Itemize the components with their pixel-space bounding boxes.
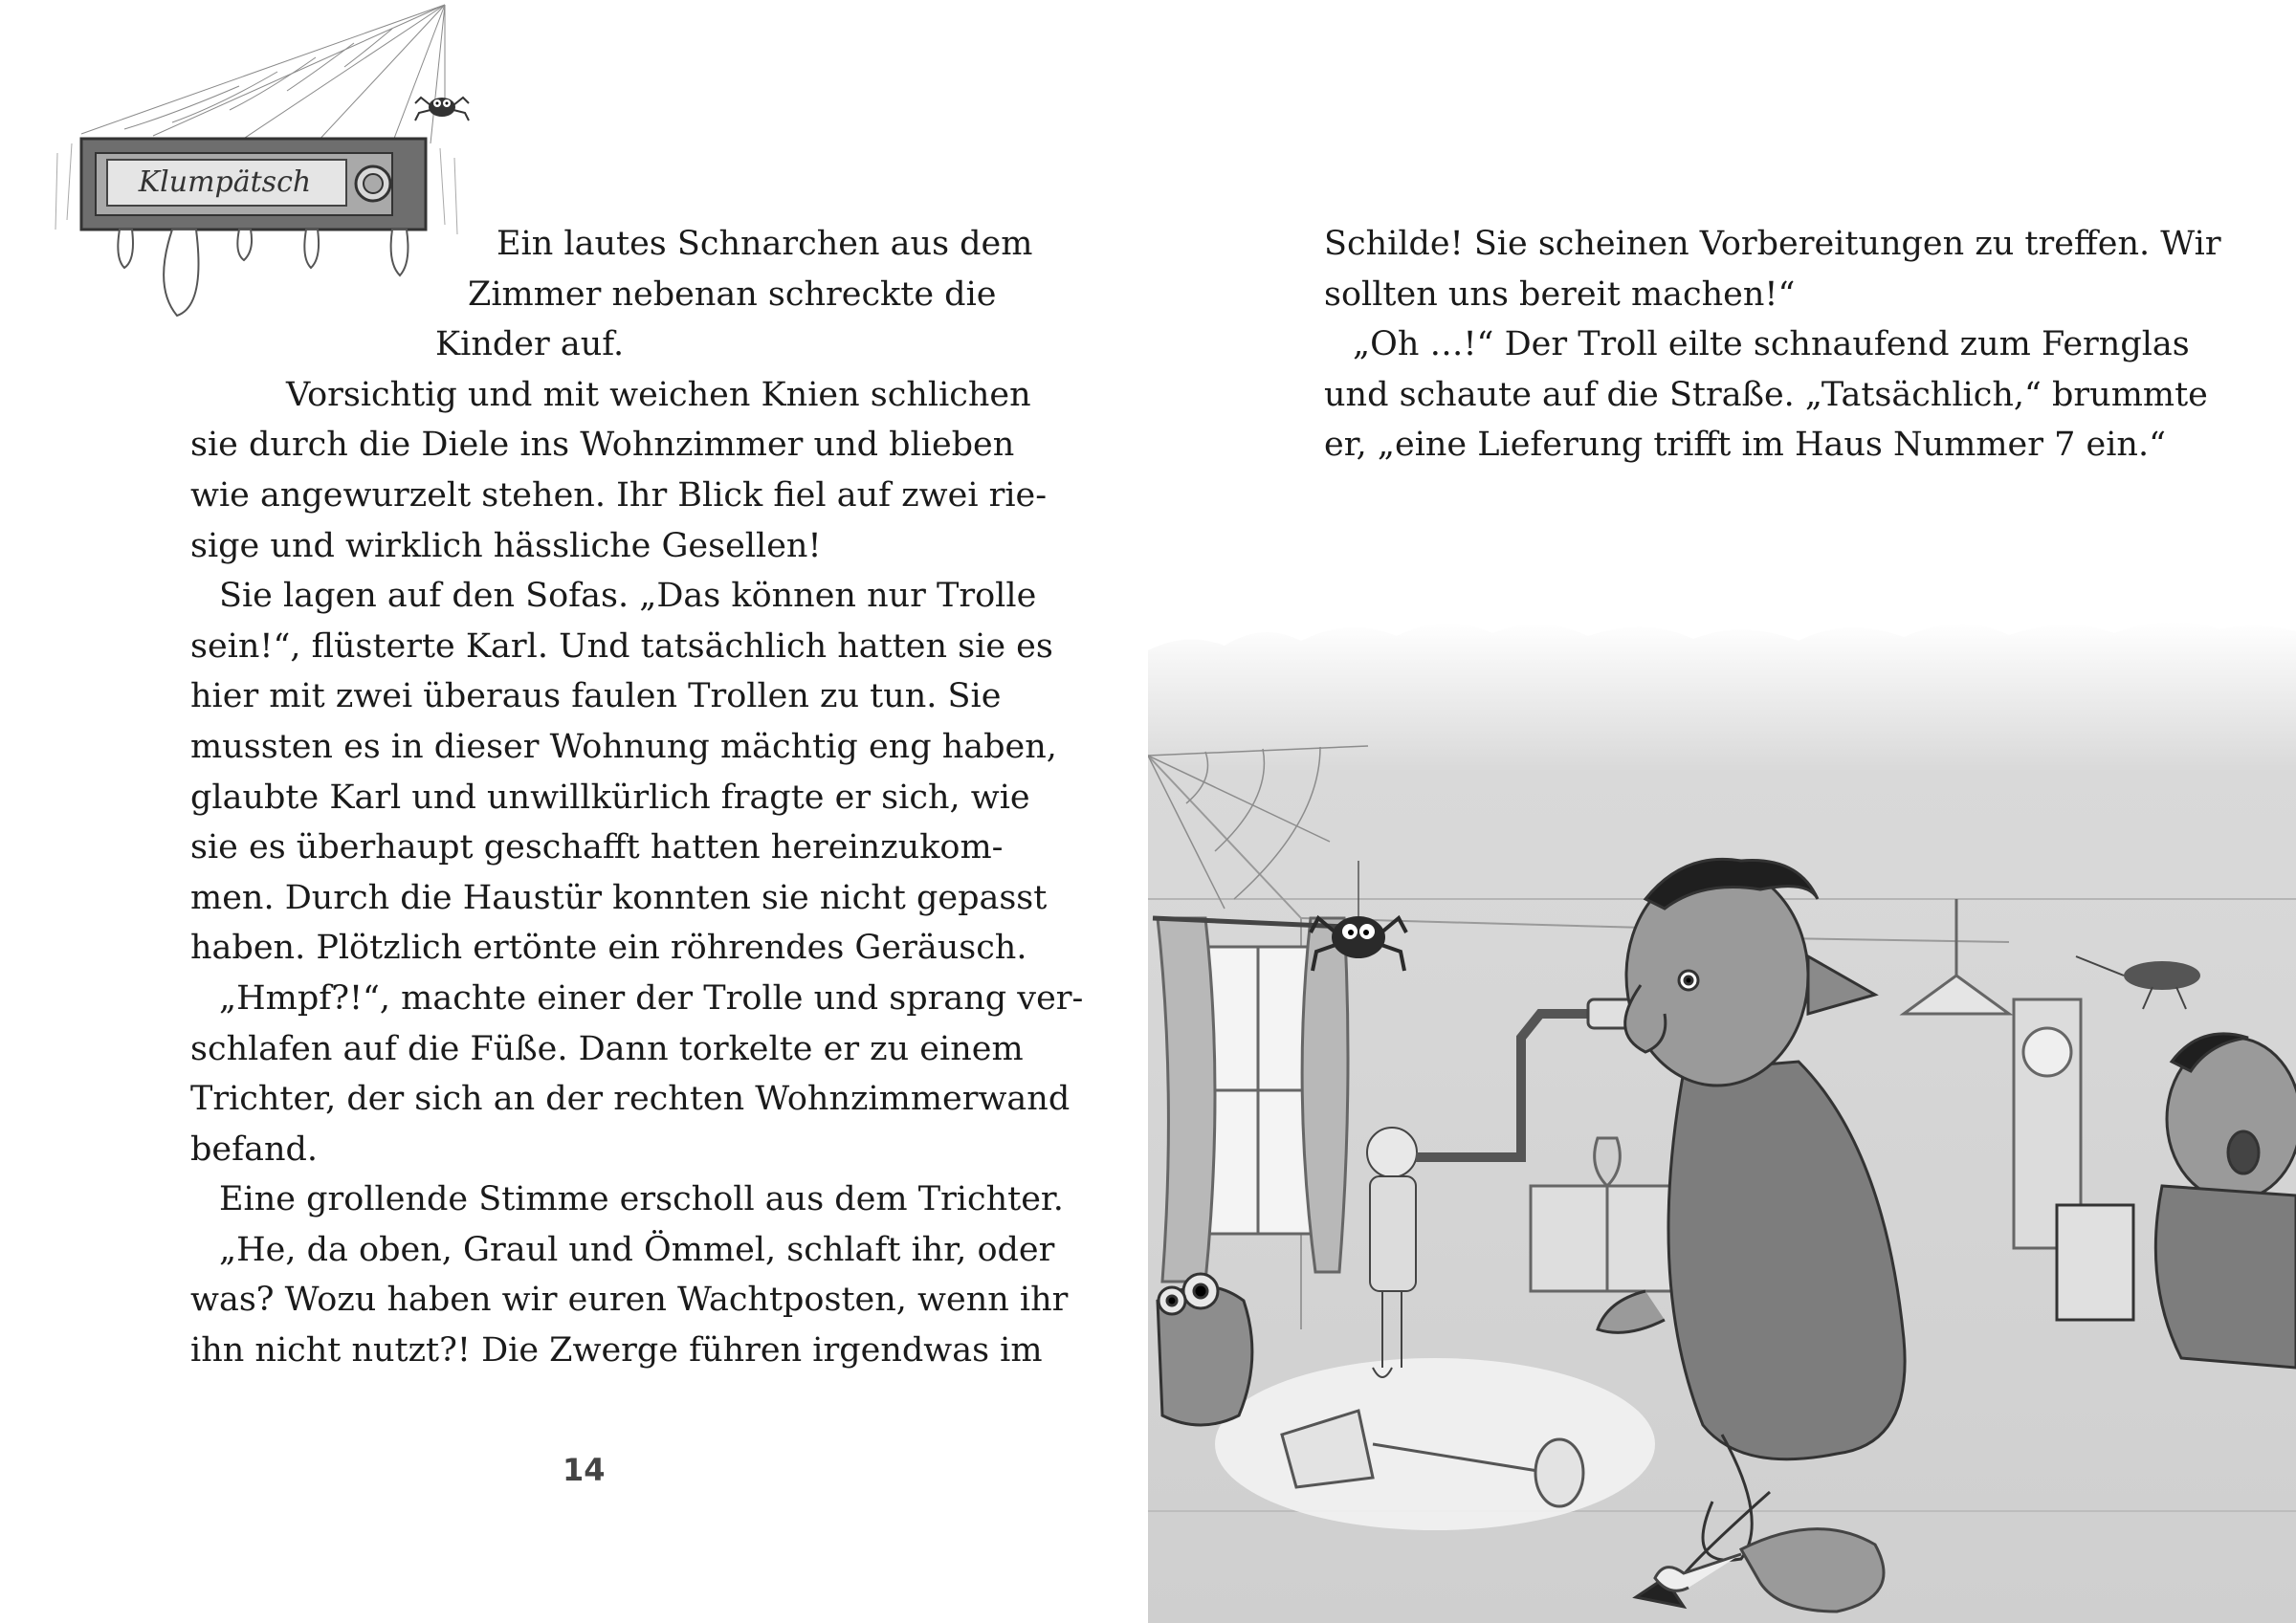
text-line: er, „eine Lieferung trifft im Haus Nummer 7 ein.“	[1324, 426, 2166, 465]
text-line: sige und wirklich hässliche Gesellen!	[190, 526, 822, 565]
right-page-text	[1324, 219, 2221, 471]
text-line: glaubte Karl und unwillkürlich fragte er sich, wie	[190, 778, 1030, 817]
text-line: sollten uns bereit machen!“	[1324, 274, 1796, 314]
text-line: Kinder auf.	[435, 325, 625, 364]
frog-figure	[1158, 1274, 1252, 1425]
text-line: Schilde! Sie scheinen Vorbereitungen zu treffen. Wir	[1324, 225, 2221, 263]
spider-icon	[415, 98, 469, 121]
troll-living-room-illustration	[1148, 612, 2296, 1623]
right-page	[1148, 0, 2296, 1623]
text-line: mussten es in dieser Wohnung mächtig eng haben,	[190, 727, 1057, 766]
left-page-text	[190, 219, 1084, 1376]
text-line: wie angewurzelt stehen. Ihr Blick fiel auf zwei rie-	[190, 475, 1048, 515]
text-line: sie durch die Diele ins Wohnzimmer und blieben	[190, 426, 1015, 465]
text-line: „Oh …!“ Der Troll eilte schnaufend zum Fernglas	[1353, 325, 2190, 364]
text-line: befand.	[190, 1130, 319, 1169]
text-line: haben. Plötzlich ertönte ein röhrendes Geräusch.	[190, 929, 1027, 968]
text-line: schlafen auf die Füße. Dann torkelte er zu einem	[190, 1029, 1024, 1068]
radio-label: Klumpätsch	[138, 165, 312, 199]
text-line: sie es überhaupt geschafft hatten hereinzukom-	[190, 828, 1004, 867]
text-line: Ein lautes Schnarchen aus dem	[497, 225, 1033, 263]
text-line: Zimmer nebenan schreckte die	[468, 274, 997, 314]
text-line: Trichter, der sich an der rechten Wohnzimmerwand	[190, 1080, 1071, 1119]
page-number: 14	[563, 1452, 606, 1488]
text-line: ihn nicht nutzt?! Die Zwerge führen irgendwas im	[190, 1331, 1043, 1371]
text-line: sein!“, flüsterte Karl. Und tatsächlich hatten sie es	[190, 626, 1053, 666]
text-line: „He, da oben, Graul und Ömmel, schlaft ihr, oder	[219, 1230, 1055, 1269]
window	[1153, 918, 1368, 1282]
text-line: Eine grollende Stimme erscholl aus dem Trichter.	[219, 1180, 1064, 1219]
text-line: was? Wozu haben wir euren Wachtposten, wenn ihr	[190, 1281, 1069, 1320]
text-line: Vorsichtig und mit weichen Knien schlichen	[286, 375, 1031, 414]
text-line: „Hmpf?!“, machte einer der Trolle und sprang ver-	[219, 978, 1084, 1018]
text-line: und schaute auf die Straße. „Tatsächlich,“ brummte	[1324, 375, 2208, 414]
text-line: Sie lagen auf den Sofas. „Das können nur Trolle	[219, 577, 1037, 616]
text-line: hier mit zwei überaus faulen Trollen zu tun. Sie	[190, 677, 1002, 716]
text-line: men. Durch die Haustür konnten sie nicht gepasst	[190, 878, 1048, 917]
